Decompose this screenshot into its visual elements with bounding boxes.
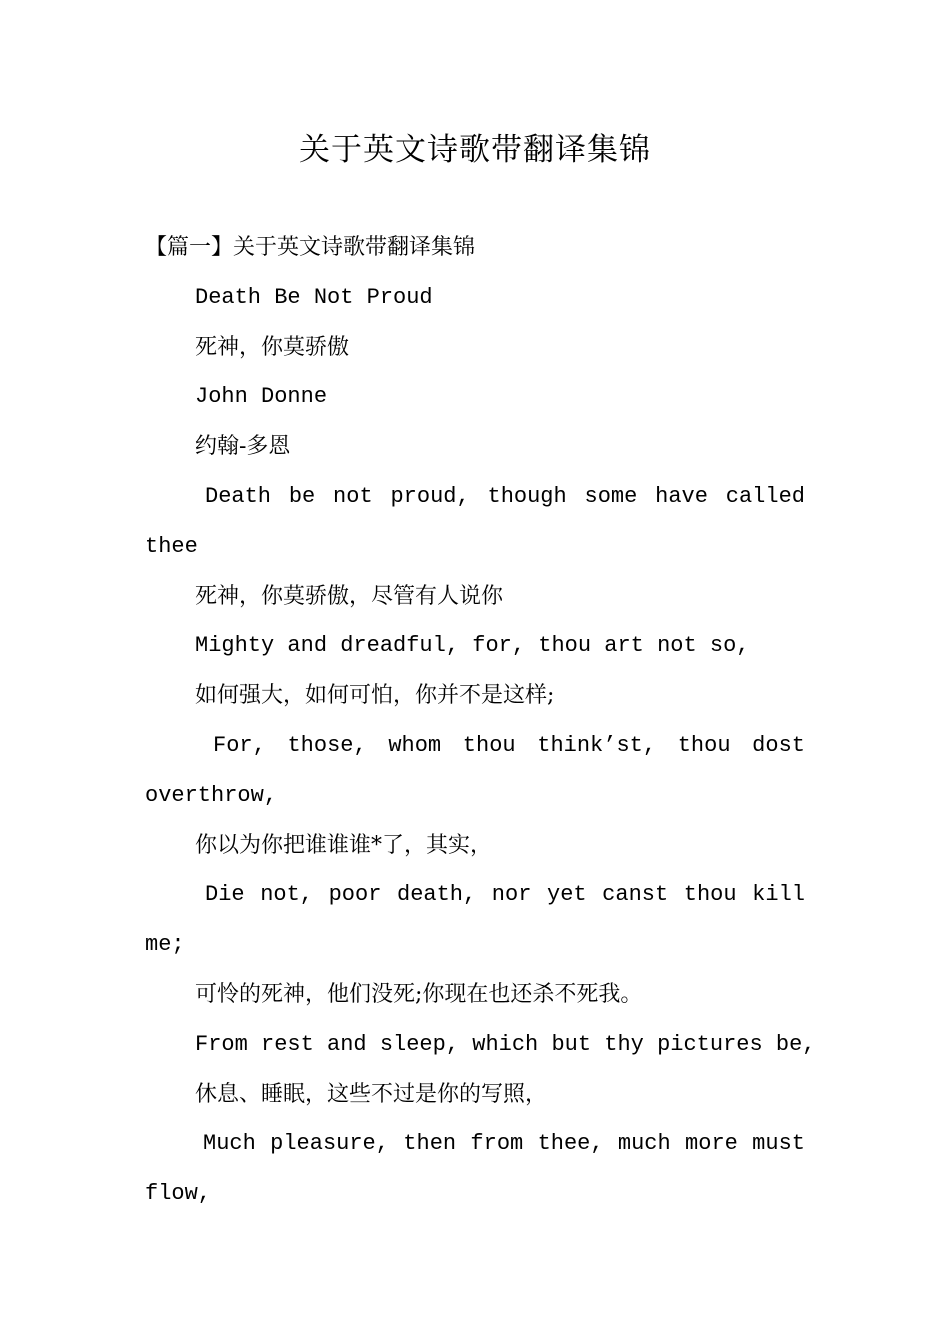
- poem-line-zh: 死神，你莫骄傲，尽管有人说你: [195, 583, 504, 609]
- poem-line-en: Die not, poor death, nor yet canst thou kill: [205, 882, 805, 908]
- poem-line-zh: 可怜的死神，他们没死;你现在也还杀不死我。: [195, 981, 643, 1007]
- document-body: [145, 223, 816, 1219]
- poem-line-zh: 如何强大，如何可怕，你并不是这样;: [195, 683, 555, 709]
- poem-author-zh: 约翰-多恩: [195, 434, 291, 460]
- poem-line-zh: 你以为你把谁谁谁*了，其实，: [195, 832, 493, 858]
- poem-title-en: Death Be Not Proud: [195, 284, 433, 310]
- section-heading: 【篇一】关于英文诗歌带翻译集锦: [145, 235, 476, 260]
- poem-line-zh: 休息、睡眠，这些不过是你的写照，: [195, 1081, 548, 1107]
- poem-line-en-continued: thee: [145, 533, 198, 559]
- poem-line-en: Mighty and dreadful, for, thou art not so,: [195, 633, 750, 659]
- poem-line-en: For, those, whom thou think’st, thou dost: [213, 732, 805, 758]
- poem-line-en-continued: flow,: [145, 1181, 212, 1207]
- poem-author-en: John Donne: [195, 384, 328, 410]
- document-title: 关于英文诗歌带翻译集锦: [299, 132, 651, 168]
- poem-title-zh: 死神，你莫骄傲: [195, 334, 350, 360]
- poem-line-en: Death be not proud, though some have called: [205, 483, 805, 509]
- poem-line-en-continued: me;: [145, 932, 185, 958]
- poem-line-en: Much pleasure, then from thee, much more must: [203, 1131, 805, 1157]
- poem-line-en: From rest and sleep, which but thy pictures be,: [195, 1031, 816, 1057]
- poem-line-en-continued: overthrow,: [145, 782, 278, 808]
